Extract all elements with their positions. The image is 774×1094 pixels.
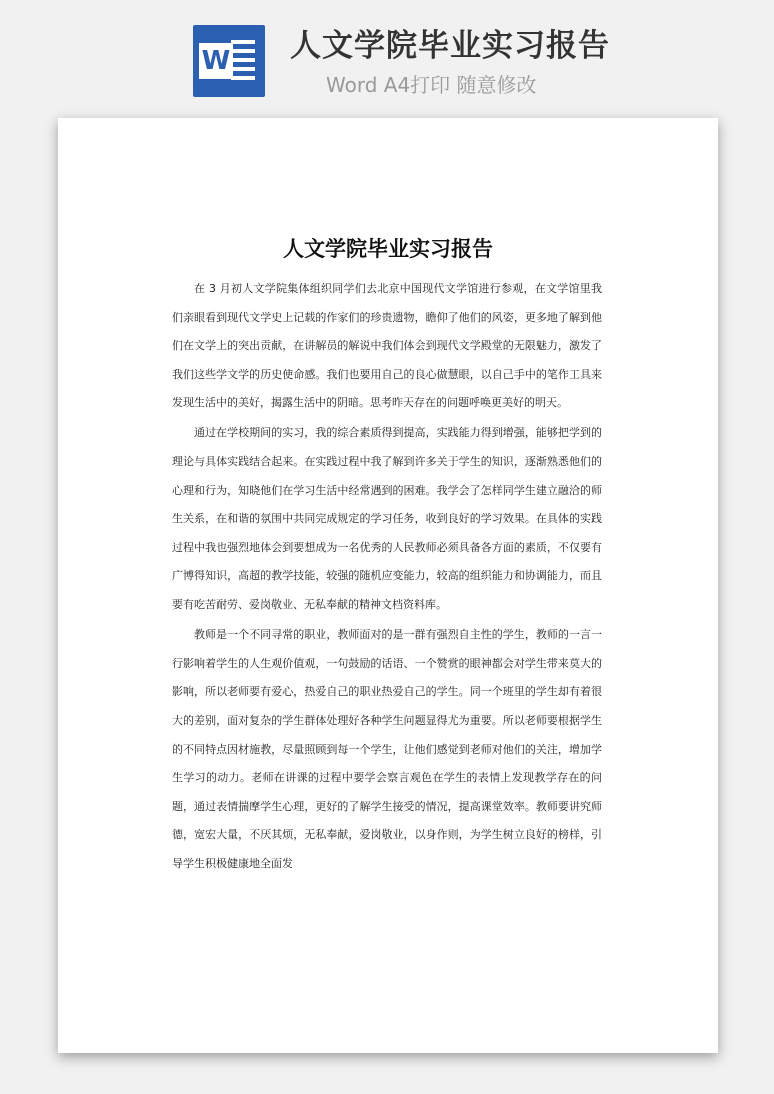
paragraph: 通过在学校期间的实习，我的综合素质得到提高，实践能力得到增强，能够把学到的理论与具体实践结合起来。在实践过程中我了解到许多关于学生的知识，逐渐熟悉他们的心理和行为，知晓他们在学习生活中经常遇到的困难。我学会了怎样同学生建立融洽的师生关系，在和谐的氛围中共同完成规定的学习任务，收到良好的学习效果。在具体的实践过程中我也强烈地体会到要想成为一名优秀的人民教师必须具备各方面的素质，不仅要有广博得知识，高超的教学技能，较强的随机应变能力，较高的组织能力和协调能力，而且要有吃苦耐劳、爱岗敬业、无私奉献的精神文档资料库。	[172, 426, 602, 612]
word-icon	[193, 25, 265, 97]
paragraph: 教师是一个不同寻常的职业，教师面对的是一群有强烈自主性的学生，教师的一言一行影响着学生的人生观价值观，一句鼓励的话语、一个赞赏的眼神都会对学生带来莫大的影响，所以老师要有爱心，热爱自己的职业热爱自己的学生。同一个班里的学生却有着很大的差别，面对复杂的学生群体处理好各种学生问题显得尤为重要。所以老师要根据学生的不同特点因材施教，尽量照顾到每一个学生，让他们感觉到老师对他们的关注，增加学生学习的动力。老师在讲课的过程中要学会察言观色在学生的表情上发现教学存在的问题，通过表情揣摩学生心理，更好的了解学生接受的情况，提高课堂效率。教师要讲究师德，宽宏大量，不厌其烦，无私奉献，爱岗敬业，以身作则，为学生树立良好的榜样，引导学生积极健康地全面发	[172, 628, 602, 870]
logo-letter: W	[199, 43, 233, 79]
paragraph: 在 3 月初人文学院集体组织同学们去北京中国现代文学馆进行参观，在文学馆里我们亲眼看到现代文学史上记载的作家们的珍贵遗物，瞻仰了他们的风姿，更多地了解到他们在文学上的突出贡献，在讲解员的解说中我们体会到现代文学殿堂的无限魅力，激发了我们这些学文学的历史使命感。我们也要用自己的良心做慧眼，以自己手中的笔作工具来发现生活中的美好，揭露生活中的阴暗。思考昨天存在的问题呼唤更美好的明天。	[172, 282, 602, 410]
header	[0, 0, 774, 112]
header-title: 人文学院毕业实习报告	[290, 28, 610, 64]
logo-lines	[231, 40, 255, 86]
document-title: 人文学院毕业实习报告	[283, 237, 493, 261]
document-page	[58, 118, 718, 1053]
document-body	[172, 275, 602, 880]
header-subtitle: Word A4打印 随意修改	[326, 73, 537, 97]
